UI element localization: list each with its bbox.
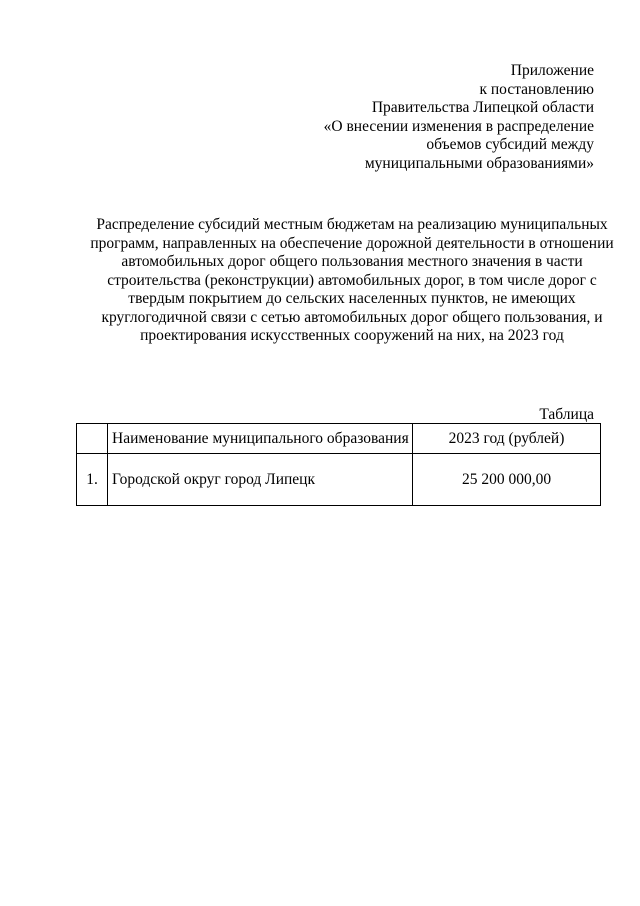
appendix-line: к постановлению	[479, 80, 594, 98]
header-name: Наименование муниципального образования	[108, 424, 413, 454]
header-number	[77, 424, 108, 454]
title-line: круглогодичной связи с сетью автомобильных дорог общего пользования, и	[101, 308, 603, 326]
header-value: 2023 год (рублей)	[413, 424, 601, 454]
table-row	[77, 454, 601, 506]
appendix-line: объемов субсидий между	[426, 136, 594, 153]
title-line: Распределение субсидий местным бюджетам на реализацию муниципальных	[96, 216, 608, 233]
table-header-row	[77, 424, 601, 454]
appendix-line: Приложение	[510, 62, 594, 79]
subsidy-table	[76, 423, 601, 506]
appendix-header	[324, 62, 594, 173]
title-line: строительства (реконструкции) автомобильных дорог, в том числе дорог с	[107, 271, 597, 289]
row-value: 25 200 000,00	[413, 454, 601, 506]
appendix-line: Правительства Липецкой области	[371, 99, 594, 116]
row-name: Городской округ город Липецк	[108, 454, 413, 506]
row-number: 1.	[77, 454, 108, 506]
document-title	[86, 216, 618, 346]
title-line: твердым покрытием до сельских населенных пунктов, не имеющих	[128, 290, 576, 307]
title-line: программ, направленных на обеспечение дорожной деятельности в отношении	[90, 234, 614, 252]
title-line: автомобильных дорог общего пользования местного значения в части	[121, 253, 583, 270]
title-line: проектирования искусственных сооружений на них, на 2023 год	[140, 327, 564, 344]
appendix-line: «О внесении изменения в распределение	[323, 117, 594, 135]
table-caption: Таблица	[539, 406, 594, 423]
appendix-line: муниципальными образованиями»	[364, 154, 594, 172]
